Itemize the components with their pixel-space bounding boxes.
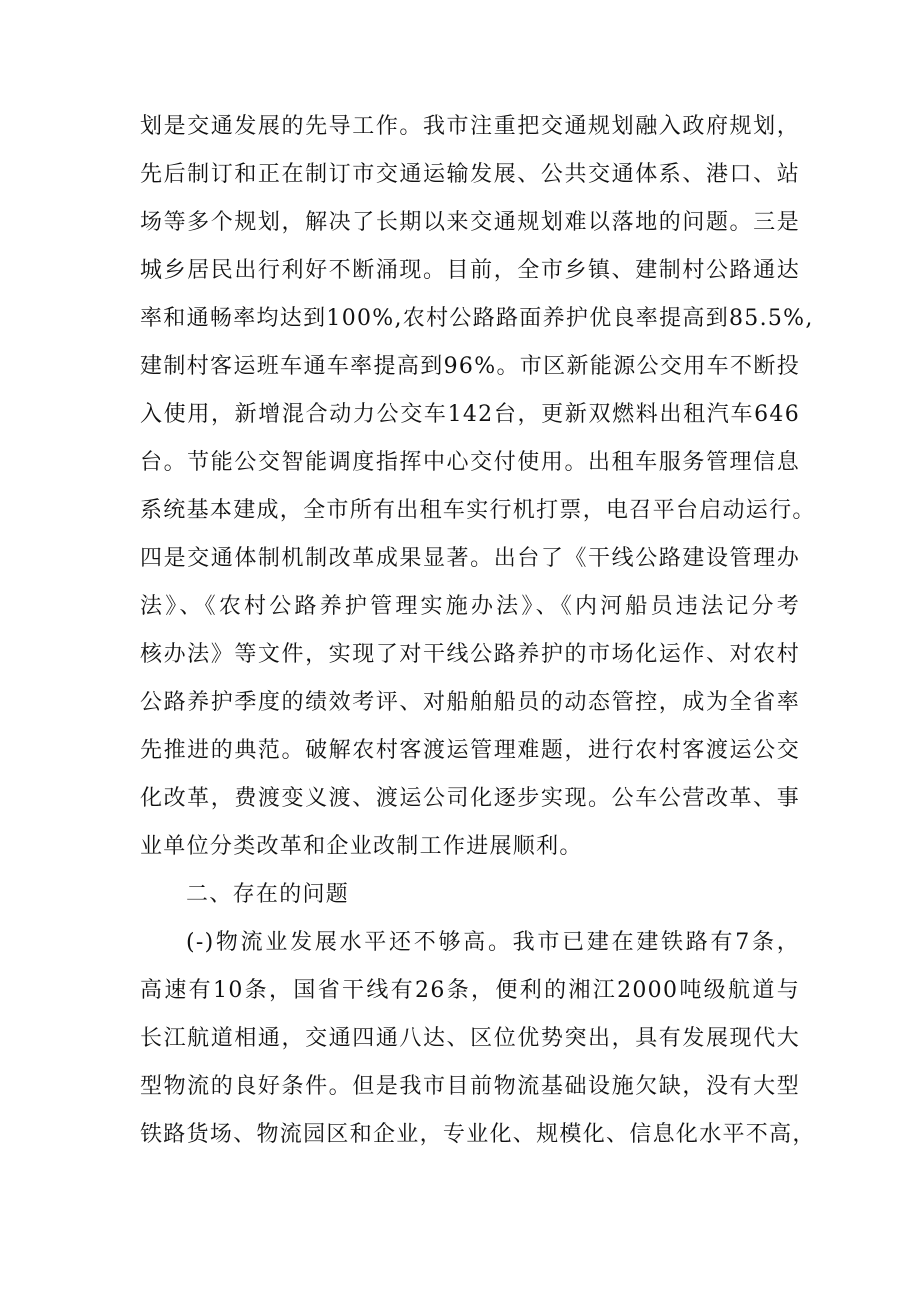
text-line: 台。节能公交智能调度指挥中心交付使用。出租车服务管理信息 — [140, 450, 800, 475]
text-line: 划是交通发展的先导工作。我市注重把交通规划融入政府规划， — [140, 114, 800, 139]
text-line: 率和通畅率均达到100%,农村公路路面养护优良率提高到85.5%, — [140, 306, 814, 331]
section-heading: 二、存在的问题 — [186, 882, 350, 907]
text-line: 四是交通体制机制改革成果显著。出台了《干线公路建设管理办 — [140, 546, 800, 571]
text-line: (-)物流业发展水平还不够高。我市已建在建铁路有7条， — [186, 930, 800, 955]
text-line: 场等多个规划，解决了长期以来交通规划难以落地的问题。三是 — [140, 210, 800, 235]
text-line: 高速有10条，国省干线有26条，便利的湘江2000吨级航道与 — [140, 978, 800, 1003]
text-line: 城乡居民出行利好不断涌现。目前，全市乡镇、建制村公路通达 — [140, 258, 800, 283]
text-line: 建制村客运班车通车率提高到96%。市区新能源公交用车不断投 — [140, 354, 800, 379]
text-line: 业单位分类改革和企业改制工作进展顺利。 — [140, 834, 583, 859]
text-line: 长江航道相通，交通四通八达、区位优势突出，具有发展现代大 — [140, 1026, 800, 1051]
paragraph-1 — [140, 103, 816, 871]
text-line: 法》、《农村公路养护管理实施办法》、《内河船员违法记分考 — [140, 594, 800, 619]
text-line: 先推进的典范。破解农村客渡运管理难题，进行农村客渡运公交 — [140, 738, 800, 763]
paragraph-2 — [140, 919, 816, 1159]
text-line: 先后制订和正在制订市交通运输发展、公共交通体系、港口、站 — [140, 162, 800, 187]
text-line: 铁路货场、物流园区和企业，专业化、规模化、信息化水平不高， — [140, 1122, 816, 1147]
text-line: 核办法》等文件，实现了对干线公路养护的市场化运作、对农村 — [140, 642, 800, 667]
text-line: 化改革，费渡变义渡、渡运公司化逐步实现。公车公营改革、事 — [140, 786, 800, 811]
text-line: 型物流的良好条件。但是我市目前物流基础设施欠缺，没有大型 — [140, 1074, 800, 1099]
text-line: 入使用，新增混合动力公交车142台，更新双燃料出租汽车646 — [140, 402, 800, 427]
text-line: 公路养护季度的绩效考评、对船舶船员的动态管控，成为全省率 — [140, 690, 800, 715]
document-page — [140, 103, 816, 1159]
text-line: 系统基本建成，全市所有出租车实行机打票，电召平台启动运行。 — [140, 498, 816, 523]
